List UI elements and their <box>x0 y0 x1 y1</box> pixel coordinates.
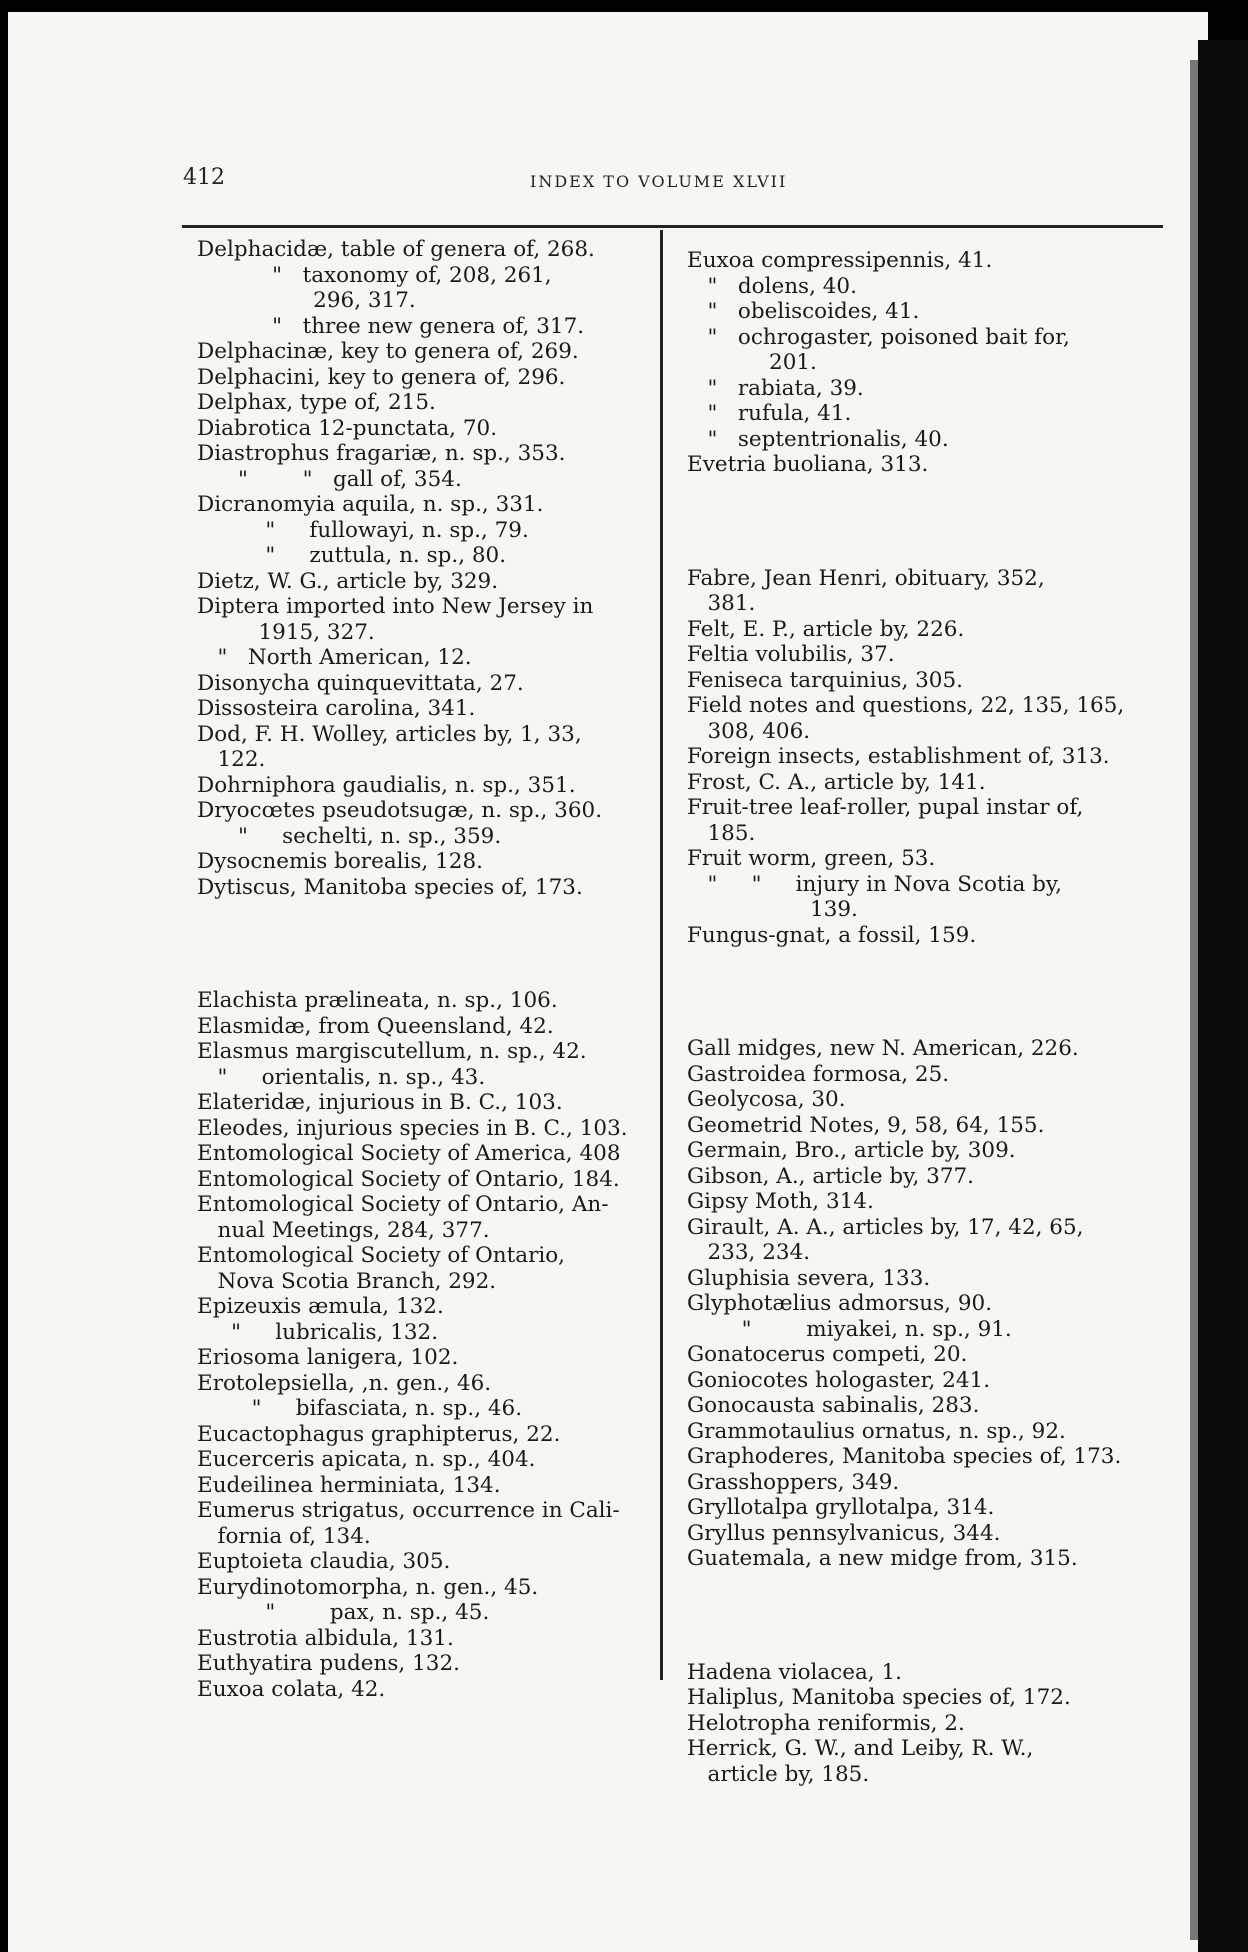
index-entry: Gluphisia severa, 133. <box>687 1265 931 1291</box>
index-entry: 296, 317. <box>197 288 416 313</box>
index-entry: Dysocnemis borealis, 128. <box>197 849 483 874</box>
index-entry: Delphacinæ, key to genera of, 269. <box>197 339 579 364</box>
index-entry: " septentrionalis, 40. <box>687 426 949 452</box>
index-entry: Gastroidea formosa, 25. <box>687 1061 950 1087</box>
index-entry: 185. <box>687 820 756 846</box>
index-entry: Gonocausta sabinalis, 283. <box>687 1393 980 1418</box>
index-entry: Grammotaulius ornatus, n. sp., 92. <box>687 1418 1066 1444</box>
index-entry: Goniocotes hologaster, 241. <box>687 1367 991 1393</box>
column-divider <box>660 230 663 1680</box>
section-gap <box>687 948 1157 1036</box>
index-entry: Erotolepsiella, ,n. gen., 46. <box>197 1370 492 1396</box>
index-entry: 122. <box>197 747 266 772</box>
index-entry: Euxoa compressipennis, 41. <box>687 248 993 273</box>
index-entry: " ochrogaster, poisoned bait for, <box>687 324 1070 350</box>
page-number: 412 <box>183 165 225 190</box>
index-entry: Herrick, G. W., and Leiby, R. W., <box>687 1736 1034 1761</box>
index-entry: 381. <box>687 591 756 616</box>
index-entry: Diabrotica 12-punctata, 70. <box>197 415 498 441</box>
index-entry: Dissosteira carolina, 341. <box>197 696 476 721</box>
index-entry: 139. <box>687 897 858 922</box>
index-entry: Eudeilinea herminiata, 134. <box>197 1472 501 1498</box>
index-entry: Elasmidæ, from Queensland, 42. <box>197 1013 554 1039</box>
index-entry: Fruit-tree leaf-roller, pupal instar of, <box>687 795 1084 820</box>
index-entry: Gipsy Moth, 314. <box>687 1189 874 1214</box>
index-entry: " obeliscoides, 41. <box>687 299 920 324</box>
index-entry: Geolycosa, 30. <box>687 1087 846 1112</box>
index-entry: " lubricalis, 132. <box>197 1319 439 1345</box>
index-entry: Eucerceris apicata, n. sp., 404. <box>197 1447 536 1472</box>
index-entry: Disonycha quinquevittata, 27. <box>197 670 524 696</box>
index-entry: Germain, Bro., article by, 309. <box>687 1138 1016 1163</box>
index-entry: " " gall of, 354. <box>197 466 462 492</box>
index-entry: Gibson, A., article by, 377. <box>687 1163 975 1189</box>
index-entry: " three new genera of, 317. <box>197 313 585 339</box>
index-entry: " fullowayi, n. sp., 79. <box>197 517 529 543</box>
index-entry: Evetria buoliana, 313. <box>687 452 929 477</box>
index-entry: Dietz, W. G., article by, 329. <box>197 568 499 594</box>
index-entry: Entomological Society of America, 408 <box>197 1141 621 1166</box>
index-entry: Dytiscus, Manitoba species of, 173. <box>197 874 583 900</box>
index-entry: Foreign insects, establishment of, 313. <box>687 744 1110 769</box>
index-column-right <box>687 248 1157 1787</box>
index-entry: Grasshoppers, 349. <box>687 1469 900 1495</box>
index-entry: Fruit worm, green, 53. <box>687 846 936 871</box>
index-column-left <box>197 237 647 1702</box>
index-entry: Feniseca tarquinius, 305. <box>687 667 964 693</box>
index-entry: Entomological Society of Ontario, <box>197 1243 566 1268</box>
index-entry: Eurydinotomorpha, n. gen., 45. <box>197 1574 539 1600</box>
index-entry: Gryllotalpa gryllotalpa, 314. <box>687 1495 995 1520</box>
index-entry: " zuttula, n. sp., 80. <box>197 543 507 568</box>
section-gap <box>197 900 647 988</box>
index-entry: Eucactophagus graphipterus, 22. <box>197 1421 561 1447</box>
index-entry: " orientalis, n. sp., 43. <box>197 1064 486 1090</box>
index-entry: Felt, E. P., article by, 226. <box>687 616 965 642</box>
index-entry: 201. <box>687 350 817 375</box>
index-entry: Fabre, Jean Henri, obituary, 352, <box>687 565 1045 591</box>
index-entry: Fungus-gnat, a fossil, 159. <box>687 922 977 948</box>
index-entry: Dicranomyia aquila, n. sp., 331. <box>197 492 544 517</box>
index-entry: 1915, 327. <box>197 619 375 645</box>
index-entry: Eriosoma lanigera, 102. <box>197 1345 459 1370</box>
index-entry: " " injury in Nova Scotia by, <box>687 871 1063 897</box>
index-entry: Frost, C. A., article by, 141. <box>687 769 986 795</box>
index-entry: " miyakei, n. sp., 91. <box>687 1316 1012 1342</box>
index-entry: Guatemala, a new midge from, 315. <box>687 1546 1078 1571</box>
index-entry: " dolens, 40. <box>687 273 857 299</box>
index-entry: Euthyatira pudens, 132. <box>197 1651 460 1676</box>
index-entry: " bifasciata, n. sp., 46. <box>197 1396 523 1421</box>
index-entry: " rabiata, 39. <box>687 375 864 401</box>
index-entry: " pax, n. sp., 45. <box>197 1600 490 1625</box>
index-entry: Helotropha reniformis, 2. <box>687 1710 965 1736</box>
scan-border <box>1198 40 1248 1952</box>
index-entry: Euxoa colata, 42. <box>197 1676 386 1702</box>
index-entry: 233, 234. <box>687 1240 811 1265</box>
running-title: INDEX TO VOLUME XLVII <box>530 172 788 191</box>
index-entry: Delphax, type of, 215. <box>197 390 436 415</box>
index-entry: Elachista prælineata, n. sp., 106. <box>197 988 558 1013</box>
index-entry: Elateridæ, injurious in B. C., 103. <box>197 1090 563 1115</box>
index-entry: Glyphotælius admorsus, 90. <box>687 1291 993 1316</box>
index-entry: " North American, 12. <box>197 645 472 670</box>
index-entry: Diptera imported into New Jersey in <box>197 594 594 619</box>
index-entry: Entomological Society of Ontario, An- <box>197 1192 609 1217</box>
index-entry: Entomological Society of Ontario, 184. <box>197 1166 620 1192</box>
index-entry: article by, 185. <box>687 1761 870 1787</box>
index-entry: Elasmus margiscutellum, n. sp., 42. <box>197 1039 587 1064</box>
index-entry: Field notes and questions, 22, 135, 165, <box>687 693 1125 718</box>
index-entry: " rufula, 41. <box>687 401 852 426</box>
index-entry: Girault, A. A., articles by, 17, 42, 65, <box>687 1214 1084 1240</box>
index-entry: Eleodes, injurious species in B. C., 103. <box>197 1115 628 1141</box>
header-rule <box>182 225 1163 228</box>
index-entry: Feltia volubilis, 37. <box>687 642 895 667</box>
index-entry: Eustrotia albidula, 131. <box>197 1625 454 1651</box>
index-entry: Epizeuxis æmula, 132. <box>197 1294 444 1319</box>
index-entry: nual Meetings, 284, 377. <box>197 1217 490 1243</box>
index-entry: Eumerus strigatus, occurrence in Cali- <box>197 1498 620 1523</box>
index-entry: 308, 406. <box>687 718 811 744</box>
index-entry: Hadena violacea, 1. <box>687 1659 902 1685</box>
index-entry: " taxonomy of, 208, 261, <box>197 262 552 288</box>
index-entry: Dod, F. H. Wolley, articles by, 1, 33, <box>197 721 582 747</box>
index-entry: " sechelti, n. sp., 359. <box>197 823 502 849</box>
index-entry: Delphacidæ, table of genera of, 268. <box>197 237 595 262</box>
index-entry: Delphacini, key to genera of, 296. <box>197 364 566 390</box>
index-entry: fornia of, 134. <box>197 1523 371 1549</box>
index-entry: Dohrniphora gaudialis, n. sp., 351. <box>197 772 576 798</box>
index-entry: Nova Scotia Branch, 292. <box>197 1268 497 1294</box>
index-entry: Gryllus pennsylvanicus, 344. <box>687 1520 1001 1546</box>
index-entry: Gonatocerus competi, 20. <box>687 1342 968 1367</box>
index-entry: Euptoieta claudia, 305. <box>197 1549 451 1574</box>
page-edge-shadow <box>1190 60 1198 1940</box>
index-entry: Dryocœtes pseudotsugæ, n. sp., 360. <box>197 798 603 823</box>
index-entry: Graphoderes, Manitoba species of, 173. <box>687 1444 1122 1469</box>
index-entry: Haliplus, Manitoba species of, 172. <box>687 1685 1071 1710</box>
index-entry: Gall midges, new N. American, 226. <box>687 1036 1079 1061</box>
index-entry: Diastrophus fragariæ, n. sp., 353. <box>197 441 566 466</box>
index-entry: Geometrid Notes, 9, 58, 64, 155. <box>687 1112 1045 1138</box>
section-gap <box>687 1572 1157 1660</box>
section-gap <box>687 478 1157 566</box>
